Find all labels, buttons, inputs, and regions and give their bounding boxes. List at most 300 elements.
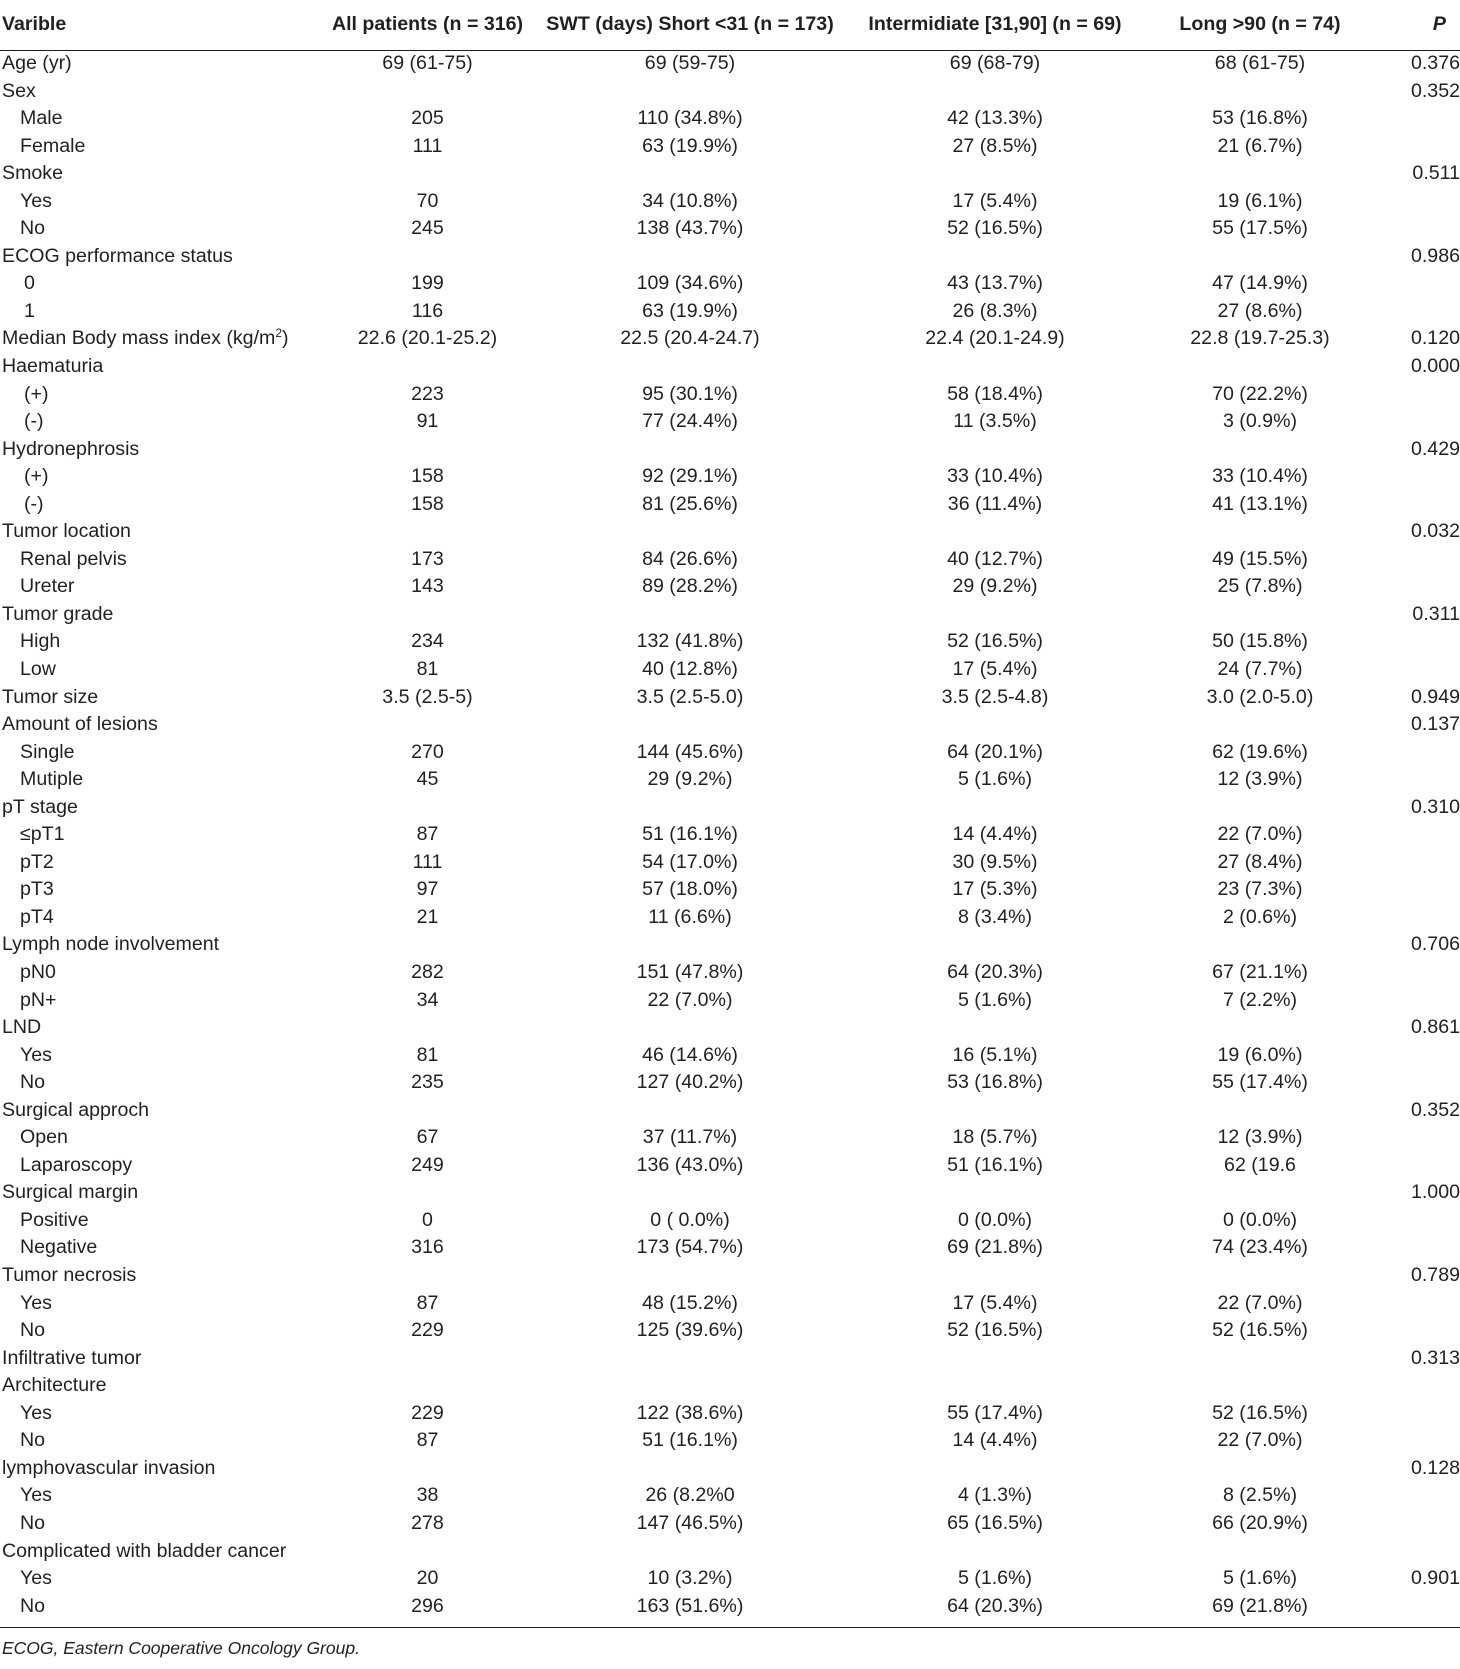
long-swt-cell bbox=[1150, 932, 1370, 960]
intermediate-swt-cell bbox=[840, 518, 1150, 546]
variable-label-text: Infiltrative tumor bbox=[2, 1346, 142, 1369]
all-patients-cell bbox=[315, 1372, 540, 1400]
short-swt-cell: 95 (30.1%) bbox=[642, 382, 738, 405]
long-swt-cell bbox=[1150, 78, 1370, 106]
variable-label-text: Tumor size bbox=[2, 685, 99, 708]
long-swt-cell: 70 (22.2%) bbox=[1212, 382, 1308, 405]
table-row bbox=[0, 1510, 1460, 1538]
p-value-cell bbox=[1370, 1427, 1460, 1455]
all-patients-cell: 235 bbox=[411, 1071, 444, 1094]
variable-label bbox=[0, 491, 315, 519]
all-patients-cell bbox=[315, 78, 540, 106]
short-swt-cell: 122 (38.6%) bbox=[636, 1401, 744, 1424]
table-row bbox=[0, 1179, 1460, 1207]
table-row bbox=[0, 1317, 1460, 1345]
all-patients-cell: 173 bbox=[411, 547, 444, 570]
all-patients-cell: 20 bbox=[416, 1567, 439, 1590]
variable-label-suffix: ) bbox=[282, 327, 289, 350]
table-row bbox=[0, 932, 1460, 960]
short-swt-cell: 138 (43.7%) bbox=[636, 217, 744, 240]
table-row bbox=[0, 1427, 1460, 1455]
short-swt-cell: 54 (17.0%) bbox=[642, 850, 738, 873]
variable-label bbox=[0, 1042, 315, 1070]
table-row bbox=[0, 270, 1460, 298]
long-swt-cell: 52 (16.5%) bbox=[1212, 1401, 1308, 1424]
p-value-cell bbox=[1370, 546, 1460, 574]
variable-label-text: Haematuria bbox=[2, 354, 104, 377]
intermediate-swt-cell bbox=[840, 78, 1150, 106]
intermediate-swt-cell: 52 (16.5%) bbox=[947, 630, 1043, 653]
p-value-cell bbox=[1370, 1482, 1460, 1510]
table-row bbox=[0, 628, 1460, 656]
table-row bbox=[0, 1538, 1460, 1566]
variable-label bbox=[0, 1152, 315, 1180]
variable-label bbox=[0, 573, 315, 601]
intermediate-swt-cell: 64 (20.3%) bbox=[947, 961, 1043, 984]
table-row bbox=[0, 821, 1460, 849]
p-value-cell bbox=[1370, 298, 1460, 326]
long-swt-cell: 27 (8.6%) bbox=[1217, 299, 1303, 322]
intermediate-swt-cell: 58 (18.4%) bbox=[947, 382, 1043, 405]
short-swt-cell: 69 (59-75) bbox=[644, 52, 736, 75]
short-swt-cell: 89 (28.2%) bbox=[642, 575, 738, 598]
long-swt-cell bbox=[1150, 1014, 1370, 1042]
all-patients-cell: 296 bbox=[411, 1594, 444, 1617]
long-swt-cell: 8 (2.5%) bbox=[1222, 1484, 1298, 1507]
variable-label bbox=[0, 270, 315, 298]
short-swt-cell bbox=[540, 1345, 840, 1373]
short-swt-cell bbox=[540, 243, 840, 271]
short-swt-cell: 109 (34.6%) bbox=[636, 272, 744, 295]
variable-label-text: Hydronephrosis bbox=[2, 437, 140, 460]
short-swt-cell: 147 (46.5%) bbox=[636, 1511, 744, 1534]
variable-label-text: Positive bbox=[20, 1208, 89, 1231]
variable-label-text: No bbox=[20, 1511, 46, 1534]
all-patients-cell bbox=[315, 518, 540, 546]
variable-label bbox=[0, 1427, 315, 1455]
short-swt-cell bbox=[540, 436, 840, 464]
p-value-cell bbox=[1370, 463, 1460, 491]
variable-label bbox=[0, 353, 315, 381]
table-row bbox=[0, 78, 1460, 106]
intermediate-swt-cell bbox=[840, 1262, 1150, 1290]
intermediate-swt-cell bbox=[840, 1345, 1150, 1373]
variable-label-text: (-) bbox=[24, 410, 44, 433]
table-row bbox=[0, 739, 1460, 767]
short-swt-cell: 151 (47.8%) bbox=[636, 961, 744, 984]
p-value-cell: 0.949 bbox=[1410, 685, 1460, 708]
all-patients-cell: 158 bbox=[411, 465, 444, 488]
table-row bbox=[0, 711, 1460, 739]
short-swt-cell bbox=[540, 711, 840, 739]
intermediate-swt-cell: 17 (5.4%) bbox=[952, 1291, 1038, 1314]
p-value-cell bbox=[1370, 1042, 1460, 1070]
variable-label bbox=[0, 932, 315, 960]
variable-label bbox=[0, 684, 315, 712]
p-value-cell bbox=[1370, 105, 1460, 133]
intermediate-swt-cell: 33 (10.4%) bbox=[947, 465, 1043, 488]
variable-label-text: (-) bbox=[24, 492, 44, 515]
all-patients-cell bbox=[315, 794, 540, 822]
long-swt-cell: 19 (6.0%) bbox=[1217, 1043, 1303, 1066]
short-swt-cell: 29 (9.2%) bbox=[647, 768, 733, 791]
p-value-cell: 0.137 bbox=[1410, 713, 1460, 736]
all-patients-cell: 67 bbox=[416, 1126, 439, 1149]
table-bottom-rule bbox=[0, 1627, 1460, 1628]
all-patients-cell: 316 bbox=[411, 1236, 444, 1259]
long-swt-cell bbox=[1150, 1538, 1370, 1566]
variable-label bbox=[0, 1069, 315, 1097]
table-body bbox=[0, 50, 1460, 1627]
table-row bbox=[0, 1372, 1460, 1400]
p-value-cell bbox=[1370, 959, 1460, 987]
variable-label-text: Tumor location bbox=[2, 520, 131, 543]
short-swt-cell bbox=[540, 932, 840, 960]
long-swt-cell: 50 (15.8%) bbox=[1212, 630, 1308, 653]
variable-label bbox=[0, 821, 315, 849]
variable-label bbox=[0, 408, 315, 436]
p-value-cell bbox=[1370, 821, 1460, 849]
p-value-cell bbox=[1370, 270, 1460, 298]
intermediate-swt-cell: 17 (5.4%) bbox=[952, 189, 1038, 212]
table-row bbox=[0, 794, 1460, 822]
table-row bbox=[0, 325, 1460, 353]
variable-label-text: Complicated with bladder cancer bbox=[2, 1539, 287, 1562]
intermediate-swt-cell: 64 (20.3%) bbox=[947, 1594, 1043, 1617]
p-value-cell bbox=[1370, 1069, 1460, 1097]
short-swt-cell: 77 (24.4%) bbox=[642, 410, 738, 433]
short-swt-cell bbox=[540, 1372, 840, 1400]
variable-label bbox=[0, 215, 315, 243]
table-row bbox=[0, 1262, 1460, 1290]
intermediate-swt-cell bbox=[840, 711, 1150, 739]
long-swt-cell: 22 (7.0%) bbox=[1217, 823, 1303, 846]
short-swt-cell: 127 (40.2%) bbox=[636, 1071, 744, 1094]
long-swt-cell bbox=[1150, 436, 1370, 464]
all-patients-cell: 0 bbox=[422, 1208, 433, 1231]
long-swt-cell: 22 (7.0%) bbox=[1217, 1291, 1303, 1314]
intermediate-swt-cell: 18 (5.7%) bbox=[952, 1126, 1038, 1149]
table-row bbox=[0, 463, 1460, 491]
variable-label-text: Yes bbox=[20, 1484, 52, 1507]
short-swt-cell: 84 (26.6%) bbox=[642, 547, 738, 570]
p-value-cell bbox=[1370, 849, 1460, 877]
variable-label bbox=[0, 904, 315, 932]
variable-label bbox=[0, 1317, 315, 1345]
variable-label bbox=[0, 1345, 315, 1373]
intermediate-swt-cell: 65 (16.5%) bbox=[947, 1511, 1043, 1534]
table-row bbox=[0, 50, 1460, 78]
header-p-value: P bbox=[1370, 0, 1460, 50]
p-value-cell bbox=[1370, 133, 1460, 161]
intermediate-swt-cell: 40 (12.7%) bbox=[947, 547, 1043, 570]
all-patients-cell: 111 bbox=[412, 134, 443, 157]
table-row bbox=[0, 1455, 1460, 1483]
variable-label-text: High bbox=[20, 630, 61, 653]
all-patients-cell: 81 bbox=[416, 1043, 439, 1066]
variable-label bbox=[0, 1482, 315, 1510]
long-swt-cell: 66 (20.9%) bbox=[1212, 1511, 1308, 1534]
variable-label bbox=[0, 1235, 315, 1263]
variable-label bbox=[0, 656, 315, 684]
intermediate-swt-cell: 55 (17.4%) bbox=[947, 1401, 1043, 1424]
p-value-cell bbox=[1370, 1207, 1460, 1235]
header-all-patients: All patients (n = 316) bbox=[315, 0, 540, 50]
variable-label bbox=[0, 1290, 315, 1318]
table-footnote: ECOG, Eastern Cooperative Oncology Group. bbox=[2, 1637, 360, 1658]
variable-label bbox=[0, 133, 315, 161]
all-patients-cell bbox=[315, 1455, 540, 1483]
variable-label-text: pN0 bbox=[20, 961, 56, 984]
variable-label-text: Tumor grade bbox=[2, 602, 114, 625]
long-swt-cell: 55 (17.4%) bbox=[1212, 1071, 1308, 1094]
unit-superscript: 2 bbox=[275, 326, 283, 341]
variable-label bbox=[0, 959, 315, 987]
variable-label bbox=[0, 1538, 315, 1566]
variable-label bbox=[0, 876, 315, 904]
p-value-cell bbox=[1370, 1372, 1460, 1400]
short-swt-cell bbox=[540, 353, 840, 381]
intermediate-swt-cell: 43 (13.7%) bbox=[947, 272, 1043, 295]
intermediate-swt-cell: 8 (3.4%) bbox=[957, 905, 1033, 928]
intermediate-swt-cell bbox=[840, 1014, 1150, 1042]
short-swt-cell bbox=[540, 1097, 840, 1125]
variable-label-text: 1 bbox=[24, 299, 35, 322]
variable-label bbox=[0, 711, 315, 739]
intermediate-swt-cell: 27 (8.5%) bbox=[952, 134, 1038, 157]
long-swt-cell: 5 (1.6%) bbox=[1222, 1567, 1298, 1590]
all-patients-cell: 87 bbox=[416, 1429, 439, 1452]
table-row bbox=[0, 959, 1460, 987]
all-patients-cell bbox=[315, 601, 540, 629]
all-patients-cell: 81 bbox=[416, 658, 439, 680]
variable-label-text: Age (yr) bbox=[2, 52, 72, 75]
variable-label bbox=[0, 78, 315, 106]
variable-label bbox=[0, 1124, 315, 1152]
all-patients-cell: 229 bbox=[411, 1401, 444, 1424]
p-value-cell bbox=[1370, 1510, 1460, 1538]
p-value-cell bbox=[1370, 215, 1460, 243]
long-swt-cell bbox=[1150, 1097, 1370, 1125]
intermediate-swt-cell: 5 (1.6%) bbox=[957, 768, 1033, 791]
header-row bbox=[0, 0, 1460, 50]
p-value-cell bbox=[1370, 1317, 1460, 1345]
short-swt-cell: 10 (3.2%) bbox=[647, 1567, 733, 1590]
variable-label-text: Mutiple bbox=[20, 768, 84, 791]
variable-label-text: No bbox=[20, 1071, 46, 1094]
variable-label bbox=[0, 794, 315, 822]
p-value-cell bbox=[1370, 1124, 1460, 1152]
all-patients-cell: 143 bbox=[411, 575, 444, 598]
variable-label-text: pT4 bbox=[20, 905, 54, 928]
variable-label bbox=[0, 1565, 315, 1593]
p-value-cell bbox=[1370, 1290, 1460, 1318]
table-row bbox=[0, 353, 1460, 381]
long-swt-cell: 47 (14.9%) bbox=[1212, 272, 1308, 295]
p-value-cell: 0.000 bbox=[1410, 354, 1460, 377]
table-row bbox=[0, 1565, 1460, 1593]
table-row bbox=[0, 1014, 1460, 1042]
short-swt-cell bbox=[540, 1538, 840, 1566]
variable-label bbox=[0, 160, 315, 188]
all-patients-cell bbox=[315, 932, 540, 960]
intermediate-swt-cell bbox=[840, 436, 1150, 464]
p-value-cell: 0.352 bbox=[1410, 79, 1460, 102]
short-swt-cell bbox=[540, 78, 840, 106]
long-swt-cell bbox=[1150, 160, 1370, 188]
intermediate-swt-cell: 22.4 (20.1-24.9) bbox=[925, 327, 1065, 350]
table-row bbox=[0, 1290, 1460, 1318]
short-swt-cell: 163 (51.6%) bbox=[636, 1594, 744, 1617]
variable-label-text: Male bbox=[20, 107, 63, 130]
variable-label-text: ECOG performance status bbox=[2, 244, 233, 267]
short-swt-cell: 92 (29.1%) bbox=[642, 465, 738, 488]
intermediate-swt-cell bbox=[840, 1538, 1150, 1566]
long-swt-cell: 21 (6.7%) bbox=[1217, 134, 1303, 157]
short-swt-cell bbox=[540, 601, 840, 629]
long-swt-cell: 23 (7.3%) bbox=[1217, 878, 1303, 901]
intermediate-swt-cell bbox=[840, 601, 1150, 629]
variable-label bbox=[0, 463, 315, 491]
long-swt-cell: 41 (13.1%) bbox=[1212, 492, 1308, 515]
variable-label-text: Female bbox=[20, 134, 86, 157]
all-patients-cell: 87 bbox=[416, 823, 439, 846]
table-row bbox=[0, 1069, 1460, 1097]
long-swt-cell: 49 (15.5%) bbox=[1212, 547, 1308, 570]
header-variable: Varible bbox=[0, 0, 315, 50]
p-value-cell: 0.120 bbox=[1410, 327, 1460, 350]
table-row bbox=[0, 1152, 1460, 1180]
short-swt-cell: 26 (8.2%0 bbox=[645, 1484, 735, 1507]
variable-label-text: lymphovascular invasion bbox=[2, 1456, 216, 1479]
variable-label-text: Amount of lesions bbox=[2, 713, 158, 736]
p-value-cell: 0.511 bbox=[1412, 162, 1460, 185]
short-swt-cell: 40 (12.8%) bbox=[642, 658, 738, 680]
variable-label bbox=[0, 1372, 315, 1400]
variable-label-text: pT stage bbox=[2, 795, 78, 818]
intermediate-swt-cell: 14 (4.4%) bbox=[952, 823, 1038, 846]
all-patients-cell: 91 bbox=[416, 410, 439, 433]
intermediate-swt-cell: 42 (13.3%) bbox=[947, 107, 1043, 130]
variable-label-text: (+) bbox=[24, 382, 49, 405]
all-patients-cell: 97 bbox=[416, 878, 439, 901]
intermediate-swt-cell bbox=[840, 160, 1150, 188]
variable-label-text: Median Body mass index (kg/m bbox=[2, 327, 276, 350]
table-row bbox=[0, 243, 1460, 271]
long-swt-cell: 52 (16.5%) bbox=[1212, 1319, 1308, 1342]
intermediate-swt-cell: 52 (16.5%) bbox=[947, 1319, 1043, 1342]
short-swt-cell: 125 (39.6%) bbox=[636, 1319, 744, 1342]
long-swt-cell: 3 (0.9%) bbox=[1222, 410, 1298, 433]
all-patients-cell bbox=[315, 711, 540, 739]
p-value-cell: 0.352 bbox=[1410, 1098, 1460, 1121]
all-patients-cell: 34 bbox=[416, 988, 439, 1011]
all-patients-cell: 205 bbox=[411, 107, 444, 130]
table-row bbox=[0, 1345, 1460, 1373]
p-value-cell bbox=[1370, 408, 1460, 436]
long-swt-cell: 7 (2.2%) bbox=[1222, 988, 1298, 1011]
variable-label-text: 0 bbox=[24, 272, 35, 295]
long-swt-cell: 12 (3.9%) bbox=[1217, 768, 1303, 791]
intermediate-swt-cell: 30 (9.5%) bbox=[952, 850, 1038, 873]
long-swt-cell: 25 (7.8%) bbox=[1217, 575, 1303, 598]
intermediate-swt-cell bbox=[840, 932, 1150, 960]
intermediate-swt-cell: 16 (5.1%) bbox=[952, 1043, 1038, 1066]
intermediate-swt-cell: 5 (1.6%) bbox=[957, 1567, 1033, 1590]
table-row bbox=[0, 1482, 1460, 1510]
short-swt-cell: 22.5 (20.4-24.7) bbox=[620, 327, 760, 350]
variable-label-text: No bbox=[20, 1429, 46, 1452]
variable-label bbox=[0, 325, 315, 353]
table-row bbox=[0, 491, 1460, 519]
long-swt-cell bbox=[1150, 794, 1370, 822]
variable-label bbox=[0, 546, 315, 574]
variable-label bbox=[0, 766, 315, 794]
variable-label bbox=[0, 987, 315, 1015]
intermediate-swt-cell bbox=[840, 794, 1150, 822]
table-row bbox=[0, 298, 1460, 326]
long-swt-cell: 22.8 (19.7-25.3) bbox=[1190, 327, 1330, 350]
long-swt-cell: 3.0 (2.0-5.0) bbox=[1206, 685, 1314, 708]
table-row bbox=[0, 133, 1460, 161]
short-swt-cell bbox=[540, 1262, 840, 1290]
long-swt-cell bbox=[1150, 711, 1370, 739]
intermediate-swt-cell: 4 (1.3%) bbox=[957, 1484, 1033, 1507]
all-patients-cell bbox=[315, 1179, 540, 1207]
all-patients-cell bbox=[315, 353, 540, 381]
table-row bbox=[0, 904, 1460, 932]
table-row bbox=[0, 1124, 1460, 1152]
short-swt-cell bbox=[540, 1014, 840, 1042]
intermediate-swt-cell: 5 (1.6%) bbox=[957, 988, 1033, 1011]
p-value-cell bbox=[1370, 491, 1460, 519]
intermediate-swt-cell: 11 (3.5%) bbox=[953, 410, 1037, 433]
variable-label-text: Yes bbox=[20, 189, 52, 212]
all-patients-cell: 111 bbox=[412, 850, 443, 873]
variable-label bbox=[0, 50, 315, 78]
all-patients-cell bbox=[315, 160, 540, 188]
all-patients-cell: 270 bbox=[411, 740, 444, 763]
variable-label-text: LND bbox=[2, 1016, 42, 1039]
long-swt-cell: 12 (3.9%) bbox=[1217, 1126, 1303, 1149]
variable-label bbox=[0, 436, 315, 464]
variable-label-text: Ureter bbox=[20, 575, 75, 598]
table-row bbox=[0, 381, 1460, 409]
intermediate-swt-cell: 0 (0.0%) bbox=[957, 1208, 1033, 1231]
variable-label-text: Yes bbox=[20, 1043, 52, 1066]
variable-label bbox=[0, 1455, 315, 1483]
short-swt-cell: 136 (43.0%) bbox=[636, 1153, 744, 1176]
short-swt-cell: 173 (54.7%) bbox=[636, 1236, 744, 1259]
variable-label-text: Low bbox=[20, 658, 56, 680]
p-value-cell bbox=[1370, 628, 1460, 656]
p-value-cell: 0.789 bbox=[1410, 1264, 1460, 1287]
table-row bbox=[0, 601, 1460, 629]
short-swt-cell: 63 (19.9%) bbox=[642, 134, 738, 157]
intermediate-swt-cell: 26 (8.3%) bbox=[952, 299, 1038, 322]
intermediate-swt-cell: 69 (21.8%) bbox=[947, 1236, 1043, 1259]
short-swt-cell: 48 (15.2%) bbox=[642, 1291, 738, 1314]
table-row bbox=[0, 1207, 1460, 1235]
variable-label-text: Yes bbox=[20, 1401, 52, 1424]
all-patients-cell: 3.5 (2.5-5) bbox=[382, 685, 473, 708]
variable-label-text: ≤pT1 bbox=[20, 823, 65, 846]
all-patients-cell: 70 bbox=[416, 189, 439, 212]
p-value-cell bbox=[1370, 904, 1460, 932]
p-value-cell: 0.706 bbox=[1410, 933, 1460, 956]
all-patients-cell: 87 bbox=[416, 1291, 439, 1314]
p-value-cell: 0.310 bbox=[1410, 795, 1460, 818]
